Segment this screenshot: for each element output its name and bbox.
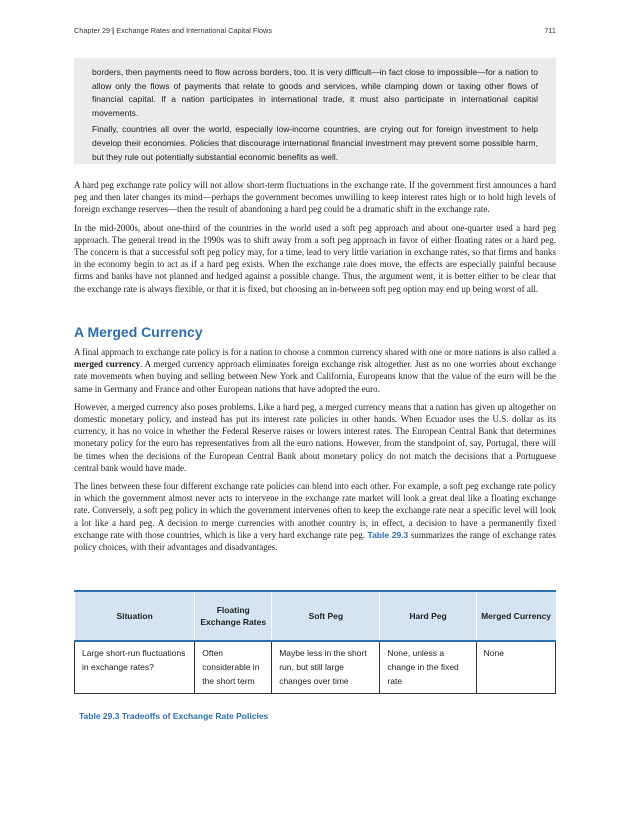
text-span: A final approach to exchange rate policy is for a nation to choose a common currency shared with one or more nations is also called a (74, 347, 556, 357)
table-cell: Large short-run fluctuations in exchange rates? (75, 641, 195, 693)
paragraph-hard-peg: A hard peg exchange rate policy will not allow short-term fluctuations in the exchange rate. If the government first announces a hard peg and then later changes its mind—perhaps the government becomes unwilling to keep interest rates high or to hold high levels of foreign exchange reserves—then the result of abandoning a hard peg could be a dramatic shift in the exchange rate. (74, 180, 556, 215)
table-header-row (75, 591, 556, 641)
column-header: Floating Exchange Rates (195, 591, 272, 641)
table-cell: Maybe less in the short run, but still large changes over time (272, 641, 380, 693)
table-caption: Table 29.3 Tradeoffs of Exchange Rate Policies (79, 711, 269, 721)
callout-paragraph: Finally, countries all over the world, especially low-income countries, are crying out for foreign investment to help develop their economies. Policies that discourage international financial investment may prevent some possible harm, but they rule out potentially substantial economic benefits as well. (92, 124, 538, 162)
chapter-title: Exchange Rates and International Capital Flows (116, 26, 272, 35)
column-header: Merged Currency (476, 591, 555, 641)
paragraph-policy-blend (74, 480, 556, 553)
body-section-merged (74, 346, 556, 559)
column-header: Hard Peg (380, 591, 476, 641)
paragraph-merged-problems: However, a merged currency also poses problems. Like a hard peg, a merged currency means that a nation has given up altogether on domestic monetary policy, and instead has put its interest rate policies in other hands. When Ecuador uses the U.S. dollar as its currency, it has no voice in whether the Federal Reserve raises or lowers interest rates. The European Central Bank that determines monetary policy for the euro has representatives from all the euro nations. However, from the standpoint of, say, Portugal, there will be times when the decisions of the European Central Bank about monetary policy do not match the decisions that a Portuguese central bank would have made. (74, 401, 556, 473)
tradeoffs-table (74, 590, 556, 694)
running-header (74, 26, 556, 40)
table-row (75, 641, 556, 693)
table-cell: None, unless a change in the fixed rate (380, 641, 476, 693)
column-header: Situation (75, 591, 195, 641)
callout-paragraph: borders, then payments need to flow across borders, too. It is very difficult—in fact close to impossible—for a nation to allow only the flows of payments that relate to goods and services, while clamping down or taxing other flows of financial capital. If a nation participates in international trade, it must also participate in international capital movements. (92, 67, 538, 118)
page-number: 711 (544, 26, 556, 35)
table-reference-link[interactable]: Table 29.3 (367, 529, 409, 540)
paragraph-merged-intro (74, 346, 556, 395)
paragraph-soft-peg-trend: In the mid-2000s, about one-third of the countries in the world used a soft peg approach and about one-quarter used a hard peg approach. The general trend in the 1990s was to shift away from a soft peg approach in favor of either floating rates or a hard peg. The concern is that a successful soft peg policy may, for a time, lead to very little variation in exchange rates, so that firms and banks in the economy begin to act as if a hard peg exists. When the exchange rate does move, the effects are especially painful because firms and banks have not planned and hedged against a possible change. Thus, the argument went, it is better either to be clear that the exchange rate is always flexible, or that it is fixed, but choosing an in-between soft peg option may end up being worst of all. (74, 222, 556, 294)
text-span: summarizes the range of exchange rates policy choices, with their advantages and disadvantages. (74, 529, 556, 553)
table-cell: Often considerable in the short term (195, 641, 272, 693)
callout-box (74, 58, 556, 164)
key-term: merged currency (74, 359, 141, 370)
section-title: A Merged Currency (74, 324, 203, 340)
table-cell: None (476, 641, 555, 693)
chapter-label: Chapter 29 (74, 26, 111, 35)
text-span: The lines between these four different exchange rate policies can blend into each other. For example, a soft peg exchange rate policy in which the government almost never acts to intervene in the exchange rate market will look a great deal like a floating exchange rate. Conversely, a soft peg policy in which the government intervenes often to keep the exchange rate near a specific level will look a lot like a hard peg. A decision to merge currencies with another country is, in effect, a decision to have a permanently fixed exchange rate with those countries, which is like a very hard exchange rate peg. (74, 481, 556, 540)
header-separator: | (112, 26, 115, 35)
column-header: Soft Peg (272, 591, 380, 641)
body-section-pegs (74, 179, 556, 301)
text-span: . A merged currency approach eliminates foreign exchange risk altogether. Just as no one worries about exchange rate movements when buying and selling between New York and California, Europeans know that the value of the euro will be the same in Germany and France and other European nations that have adopted the euro. (74, 359, 556, 394)
